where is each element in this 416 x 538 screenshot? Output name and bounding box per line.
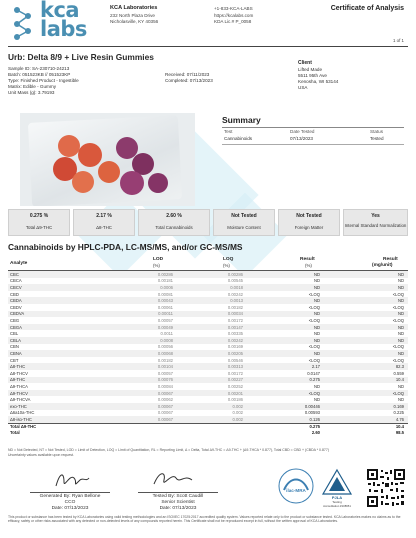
loq-cell: 0.00182	[227, 304, 243, 310]
lod-cell: 0.00067	[157, 416, 173, 422]
table-row	[8, 297, 408, 304]
analyte-cell: CBT	[10, 357, 19, 363]
result-mg-cell: ND	[397, 278, 404, 284]
analyte-cell: exo-THC	[10, 403, 27, 409]
summary-test: Cannabinoids	[224, 136, 253, 141]
result-mg-cell: ND	[397, 331, 404, 337]
analyte-cell: CBLA	[10, 337, 21, 343]
box-label: Total Δ9-THC	[25, 225, 53, 230]
result-pct-cell: ND	[313, 397, 320, 403]
loq-cell: 0.00186	[227, 397, 243, 403]
received-date: Received: 07/11/2023	[165, 72, 210, 77]
gummy	[98, 161, 120, 183]
result-mg-cell: <LOQ	[392, 317, 404, 323]
result-mg-cell: ND	[397, 324, 404, 330]
summary-title: Summary	[222, 115, 261, 125]
analyte-cell: CBD	[10, 291, 19, 297]
analyte-cell: Δ8-THC	[10, 364, 26, 370]
result-mg-cell: <LOQ	[392, 357, 404, 363]
signature-scott-caudill	[150, 468, 196, 492]
analyte-cell: CBL	[10, 331, 19, 337]
loq-cell: 0.00286	[227, 271, 243, 277]
logo-line1: kca	[40, 0, 80, 22]
table-row	[8, 271, 408, 278]
lod-cell: 0.00049	[157, 324, 173, 330]
analyte-cell: CBGA	[10, 324, 22, 330]
total-row	[8, 429, 408, 436]
result-pct-cell: 0.0147	[307, 370, 320, 376]
result-pct-cell: ND	[313, 298, 320, 304]
cannabinoids-title: Cannabinoids by HPLC-PDA, LC-MS/MS, and/or GC-MS/MS	[8, 242, 243, 252]
total-result-mg-cell: 98.5	[395, 430, 404, 436]
table-row	[8, 350, 408, 357]
table-row	[8, 410, 408, 417]
result-mg-cell: 0.225	[393, 410, 404, 416]
loq-cell: 0.00252	[227, 383, 243, 389]
result-pct-cell: 0.00593	[304, 410, 320, 416]
logo-line2: labs	[40, 17, 87, 41]
box-label: Internal Standard Normalization	[344, 223, 407, 228]
analyte-cell: Δ8-THCV	[10, 370, 28, 376]
result-mg-cell: ND	[397, 350, 404, 356]
box-label: Moisture Content	[227, 225, 261, 230]
lab-name: KCA Laboratories	[110, 5, 158, 11]
box-total-d9-thc	[8, 209, 70, 236]
client-name: Lifted Made	[298, 67, 323, 72]
result-pct-cell: <LOQ	[308, 344, 320, 350]
qr-code[interactable]	[366, 468, 406, 508]
pjla-icon	[320, 468, 354, 496]
analyte-cell: Δ6a10a-THC	[10, 410, 35, 416]
result-pct-cell: ND	[313, 271, 320, 277]
result-pct-cell: 0.126	[309, 416, 320, 422]
signature-ryan-bellone	[52, 468, 92, 492]
generated-by: Generated By: Ryan Bellone	[39, 494, 101, 499]
lod-cell: 0.00067	[157, 390, 173, 396]
total-result-pct-cell: 0.275	[309, 423, 320, 429]
result-mg-cell: 10.4	[395, 377, 404, 383]
total-label-cell: Total Δ9-THC	[10, 423, 37, 429]
generated-date: Date: 07/13/2023	[51, 506, 89, 511]
tested-role: Senior Scientist	[161, 500, 195, 505]
result-pct-cell: <LOQ	[308, 357, 320, 363]
table-row	[8, 344, 408, 351]
result-mg-cell: ND	[397, 298, 404, 304]
loq-cell: 0.002	[232, 410, 243, 416]
col-loq-unit: (%)	[223, 263, 230, 268]
gummy	[58, 135, 80, 157]
lod-cell: 0.00286	[157, 271, 173, 277]
client-city: Kenosha, WI 53144	[298, 79, 339, 84]
summary-col-status: Status	[370, 129, 384, 134]
result-pct-cell: 0.00446	[304, 403, 320, 409]
lod-cell: 0.00056	[157, 344, 173, 350]
box-d8-thc	[73, 209, 135, 236]
lod-cell: 0.00182	[157, 357, 173, 363]
table-row	[8, 370, 408, 377]
box-value: 2.17 %	[96, 213, 112, 219]
loq-cell: 0.00205	[227, 350, 243, 356]
table-row	[8, 396, 408, 403]
box-value: Not Tested	[231, 213, 257, 219]
result-mg-cell: 4.76	[395, 416, 404, 422]
lod-cell: 0.00043	[157, 298, 173, 304]
loq-cell: 0.00335	[227, 331, 243, 337]
ilac-mra-badge	[278, 468, 314, 504]
result-mg-cell: 82.3	[395, 364, 404, 370]
generated-role: CCO	[64, 500, 76, 505]
analyte-cell: CBCV	[10, 284, 22, 290]
page-number: 1 of 1	[393, 38, 404, 43]
lod-cell: 0.00061	[157, 304, 173, 310]
pjla-text: PJLA	[331, 495, 343, 500]
lab-license: KDA Lic.# P_0058	[214, 19, 252, 24]
loq-cell: 0.00242	[227, 291, 243, 297]
batch: Batch: 051523KB // 051523KP	[8, 72, 71, 77]
client-label: Client	[298, 60, 312, 66]
result-mg-cell: <LOQ	[392, 344, 404, 350]
ilac-mra-text: ilac-MRA	[286, 488, 306, 493]
summary-row-divider	[222, 144, 404, 145]
lod-cell: 0.00084	[157, 383, 173, 389]
lod-cell: 0.00057	[157, 370, 173, 376]
lod-cell: 0.00104	[157, 364, 173, 370]
loq-cell: 0.00201	[227, 390, 243, 396]
lod-cell: 0.00067	[157, 403, 173, 409]
gummy	[78, 143, 102, 167]
result-mg-cell: ND	[397, 337, 404, 343]
table-row	[8, 330, 408, 337]
result-mg-cell: ND	[397, 284, 404, 290]
lab-address1: 232 North Plaza Drive	[110, 13, 155, 18]
analyte-cell: Δ9-THC	[10, 377, 26, 383]
result-pct-cell: ND	[313, 324, 320, 330]
analyte-cell: CBN	[10, 344, 19, 350]
total-result-mg-cell: 10.4	[395, 423, 404, 429]
total-label-cell: Total	[10, 430, 20, 436]
result-pct-cell: ND	[313, 284, 320, 290]
table-row	[8, 304, 408, 311]
result-mg-cell: ND	[397, 397, 404, 403]
col-analyte: Analyte	[10, 261, 28, 266]
client-country: USA	[298, 85, 308, 90]
box-total-cannabinoids	[138, 209, 210, 236]
header-divider	[8, 46, 408, 47]
result-mg-cell: <LOQ	[392, 291, 404, 297]
product-type: Type: Finished Product - Ingestible	[8, 78, 79, 83]
signature-line	[138, 492, 218, 493]
unit-mass: Unit Mass (g): 3.79193	[8, 90, 55, 95]
lod-cell: 0.0011	[160, 331, 173, 337]
col-lod-unit: (%)	[153, 263, 160, 268]
result-pct-cell: ND	[313, 278, 320, 284]
result-pct-cell: <LOQ	[308, 304, 320, 310]
tested-by: Tested By: Scott Caudill	[152, 494, 204, 499]
pjla-sub: Testing	[332, 500, 342, 504]
table-row	[8, 291, 408, 298]
kca-labs-logo	[8, 0, 90, 44]
col-result-pct-unit: (%)	[305, 263, 312, 268]
analyte-cell: Δ9-THCV	[10, 390, 28, 396]
tested-date: Date: 07/13/2023	[159, 506, 197, 511]
analyte-cell: CBDA	[10, 298, 22, 304]
summary-date: 07/13/2023	[290, 136, 313, 141]
col-lod: LOD	[153, 257, 164, 262]
loq-cell: 0.00546	[227, 357, 243, 363]
analyte-cell: CBCA	[10, 278, 22, 284]
loq-cell: 0.00227	[227, 377, 243, 383]
table-row	[8, 383, 408, 390]
analyte-cell: Δ9-THCA	[10, 383, 28, 389]
loq-cell: 0.00242	[227, 337, 243, 343]
result-mg-cell: ND	[397, 311, 404, 317]
lod-cell: 0.00081	[157, 291, 173, 297]
loq-cell: 0.00172	[227, 317, 243, 323]
loq-cell: 0.00034	[227, 311, 243, 317]
logo-text	[40, 1, 87, 39]
lab-phone[interactable]: +1-833-KCA-LABS	[214, 6, 253, 11]
matrix: Matrix: Edible - Gummy	[8, 84, 56, 89]
loq-cell: 0.00545	[227, 278, 243, 284]
result-pct-cell: ND	[313, 331, 320, 337]
product-title: Urb: Delta 8/9 + Live Resin Gummies	[8, 52, 154, 62]
loq-cell: 0.0018	[230, 284, 243, 290]
box-foreign-matter	[278, 209, 340, 236]
result-pct-cell: ND	[313, 350, 320, 356]
analyte-cell: CBNA	[10, 350, 22, 356]
result-pct-cell: ND	[313, 383, 320, 389]
summary-col-test: Test	[224, 129, 233, 134]
lod-cell: 0.00011	[158, 311, 173, 317]
lod-cell: 0.00062	[157, 397, 173, 403]
gummy	[148, 173, 168, 193]
table-row	[8, 284, 408, 291]
col-result-pct: Result	[300, 257, 315, 262]
table-row	[8, 311, 408, 318]
signature-line	[30, 492, 110, 493]
pjla-number: Accreditation #108651	[323, 504, 351, 508]
result-pct-cell: <LOQ	[308, 390, 320, 396]
product-photo	[20, 113, 195, 206]
total-result-pct-cell: 2.60	[311, 430, 320, 436]
box-value: 2.60 %	[166, 213, 182, 219]
result-mg-cell: <LOQ	[392, 390, 404, 396]
qr-code-icon	[366, 468, 406, 508]
lod-cell: 0.0008	[160, 337, 173, 343]
pjla-badge	[320, 468, 354, 508]
summary-divider	[222, 127, 404, 128]
loq-cell: 0.0013	[230, 298, 243, 304]
table-row	[8, 363, 408, 370]
table-row	[8, 324, 408, 331]
table-row	[8, 278, 408, 285]
result-mg-cell: 0.169	[393, 403, 404, 409]
loq-cell: 0.00313	[227, 364, 243, 370]
table-row	[8, 377, 408, 384]
gummy	[72, 171, 94, 193]
loq-cell: 0.00147	[227, 324, 243, 330]
result-mg-cell: 0.559	[393, 370, 404, 376]
result-pct-cell: ND	[313, 337, 320, 343]
footnote-abbreviations: ND = Not Detected, NT = Not Tested, LOD = Limit of Detection, LOQ = Limit of Quantitation, RL = Reporting Limit, Δ = Delta, Total Δ9-THC = Δ9-THC + (Δ9-THCA * 0.877), Total CBD = CBD + (CBDA * 0.877)	[8, 448, 329, 452]
box-value: Not Tested	[296, 213, 322, 219]
client-street: 5511 95th Ave	[298, 73, 327, 78]
box-moisture-content	[213, 209, 275, 236]
result-mg-cell: ND	[397, 271, 404, 277]
result-pct-cell: 0.275	[309, 377, 320, 383]
col-loq: LOQ	[223, 257, 234, 262]
lab-website[interactable]: https://kcalabs.com	[214, 13, 254, 18]
box-label: Δ8-THC	[96, 225, 112, 230]
box-value: 0.275 %	[29, 213, 49, 219]
lod-cell: 0.0006	[160, 284, 173, 290]
col-result-mg-unit: (mg/unit)	[372, 263, 393, 268]
result-mg-cell: ND	[397, 383, 404, 389]
sample-id: Sample ID: SA-230710-24213	[8, 66, 70, 71]
analyte-cell: CBDVA	[10, 311, 25, 317]
lod-cell: 0.00068	[157, 350, 173, 356]
document-title: Certificate of Analysis	[330, 5, 404, 12]
result-mg-cell: <LOQ	[392, 304, 404, 310]
ilac-mra-icon	[278, 468, 314, 504]
completed-date: Completed: 07/13/2023	[165, 78, 213, 83]
col-result-mg: Result	[383, 257, 398, 262]
lod-cell: 0.00181	[157, 278, 173, 284]
result-pct-cell: ND	[313, 311, 320, 317]
box-value: Yes	[371, 213, 380, 219]
box-label: Total Cannabinoids	[155, 225, 193, 230]
table-row	[8, 317, 408, 324]
result-pct-cell: <LOQ	[308, 317, 320, 323]
footnote-uncertainty: Uncertainty values available upon request.	[8, 453, 74, 457]
summary-col-date: Date Tested	[290, 129, 315, 134]
total-row	[8, 423, 408, 430]
analyte-cell: Δ8-iso-THC	[10, 416, 32, 422]
totals-divider	[8, 423, 408, 424]
summary-status: Tested	[370, 136, 384, 141]
table-row	[8, 357, 408, 364]
analyte-cell: CBDV	[10, 304, 22, 310]
loq-cell: 0.002	[232, 416, 243, 422]
gummy	[120, 171, 144, 195]
result-pct-cell: <LOQ	[308, 291, 320, 297]
loq-cell: 0.00172	[227, 370, 243, 376]
result-pct-cell: 2.17	[311, 364, 320, 370]
analyte-cell: CBC	[10, 271, 19, 277]
analyte-cell: Δ9-THCVA	[10, 397, 31, 403]
disclaimer: This product or substance has been tested by KCA Laboratories using valid testing methodologies and an ISO/IEC 17025:2017 accredited quality system. Values reported relate only to the product or substance tested. KCA Laboratories makes no claims as to the efficacy, safety or other risks associated with any detected or non-detected levels of any compounds reported herein. This Certificate shall not be reproduced except in full, without the written approval of KCA Laboratories.	[8, 515, 401, 524]
table-row	[8, 416, 408, 423]
logo-molecule-icon	[8, 4, 38, 42]
table-row	[8, 390, 408, 397]
analyte-cell: CBG	[10, 317, 20, 323]
lod-cell: 0.00057	[157, 317, 173, 323]
box-internal-standard	[343, 209, 408, 236]
table-row	[8, 403, 408, 410]
box-label: Foreign Matter	[294, 225, 324, 230]
lod-cell: 0.00067	[157, 410, 173, 416]
loq-cell: 0.00169	[227, 344, 243, 350]
lod-cell: 0.00076	[157, 377, 173, 383]
lab-address2: Nicholasville, KY 40356	[110, 19, 159, 24]
loq-cell: 0.002	[232, 403, 243, 409]
table-row	[8, 337, 408, 344]
